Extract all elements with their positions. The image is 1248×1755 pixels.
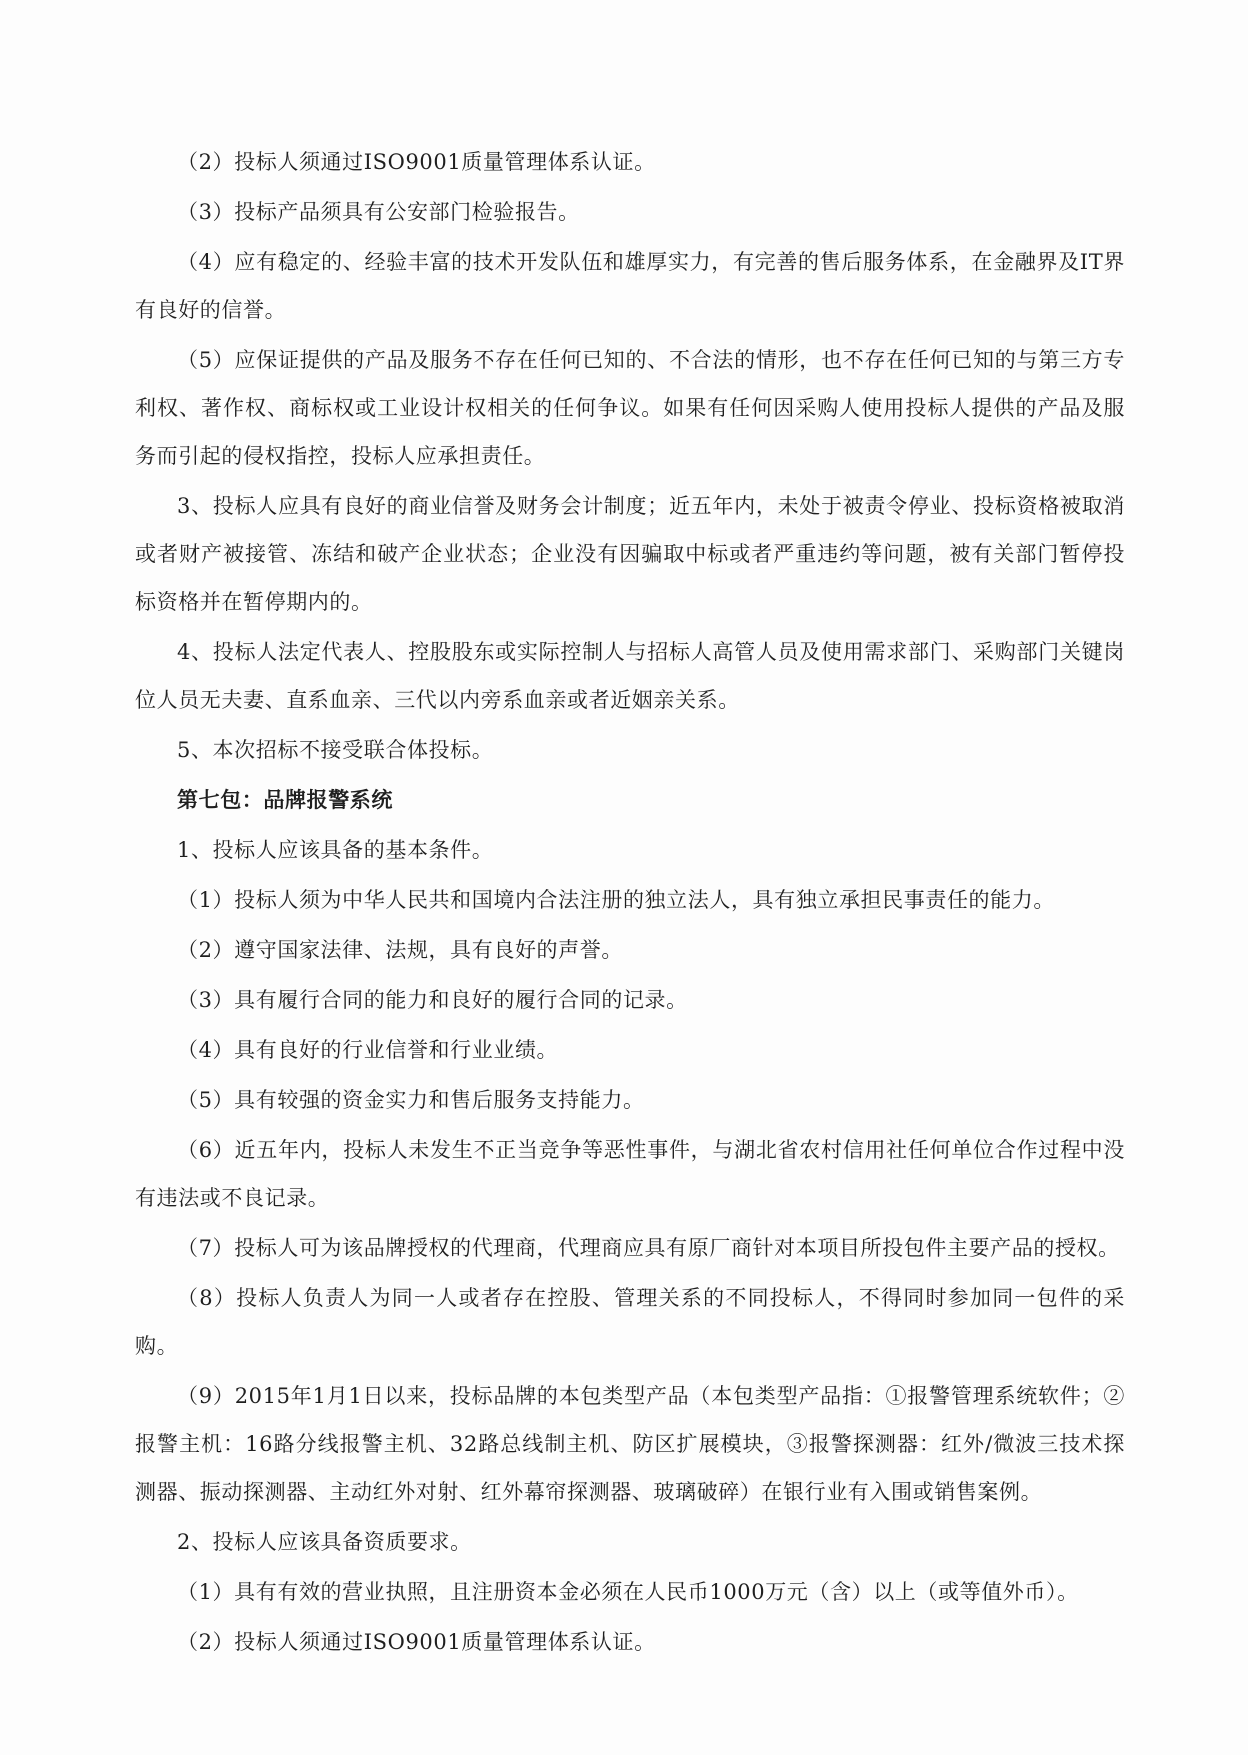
paragraph-no-consortium: 5、本次招标不接受联合体投标。 — [177, 738, 494, 762]
paragraph-basic-conditions: 1、投标人应该具备的基本条件。 — [177, 838, 494, 862]
paragraph-business-license: （1）具有有效的营业执照，且注册资本金必须在人民币1000万元（含）以上（或等值外币）。 — [177, 1580, 1079, 1604]
paragraph-police-inspection-report: （3）投标产品须具有公安部门检验报告。 — [177, 200, 580, 224]
paragraph-qualification-requirements: 2、投标人应该具备资质要求。 — [177, 1530, 472, 1554]
document-body — [135, 138, 1125, 1668]
paragraph-financial-strength: （5）具有较强的资金实力和售后服务支持能力。 — [177, 1088, 645, 1112]
paragraph-contract-ability: （3）具有履行合同的能力和良好的履行合同的记录。 — [177, 988, 688, 1012]
paragraph-independent-legal-entity: （1）投标人须为中华人民共和国境内合法注册的独立法人，具有独立承担民事责任的能力。 — [177, 888, 1055, 912]
section-heading-package-seven: 第七包：品牌报警系统 — [177, 787, 393, 812]
paragraph-authorized-agent: （7）投标人可为该品牌授权的代理商，代理商应具有原厂商针对本项目所投包件主要产品的授权。 — [177, 1236, 1120, 1260]
paragraph-iso-certification: （2）投标人须通过ISO9001质量管理体系认证。 — [177, 150, 656, 174]
paragraph-sales-cases: （9）2015年1月1日以来，投标品牌的本包类型产品（本包类型产品指：①报警管理系统软件；②报警主机：16路分线报警主机、32路总线制主机、防区扩展模块，③报警探测器：红外/微波三技术探测器、振动探测器、主动红外对射、红外幕帘探测器、玻璃破碎）在银行业有入围或销售案例。 — [135, 1384, 1125, 1504]
paragraph-same-principal: （8）投标人负责人为同一人或者存在控股、管理关系的不同投标人，不得同时参加同一包件的采购。 — [135, 1286, 1125, 1358]
paragraph-comply-laws: （2）遵守国家法律、法规，具有良好的声誉。 — [177, 938, 623, 962]
paragraph-no-relationship: 4、投标人法定代表人、控股股东或实际控制人与招标人高管人员及使用需求部门、采购部门关键岗位人员无夫妻、直系血亲、三代以内旁系血亲或者近姻亲关系。 — [135, 640, 1125, 712]
paragraph-business-reputation: 3、投标人应具有良好的商业信誉及财务会计制度；近五年内，未处于被责令停业、投标资格被取消或者财产被接管、冻结和破产企业状态；企业没有因骗取中标或者严重违约等问题，被有关部门暂停投标资格并在暂停期内的。 — [135, 494, 1125, 614]
paragraph-ip-guarantee: （5）应保证提供的产品及服务不存在任何已知的、不合法的情形，也不存在任何已知的与第三方专利权、著作权、商标权或工业设计权相关的任何争议。如果有任何因采购人使用投标人提供的产品及服务而引起的侵权指控，投标人应承担责任。 — [135, 348, 1125, 468]
paragraph-development-team: （4）应有稳定的、经验丰富的技术开发队伍和雄厚实力，有完善的售后服务体系，在金融界及IT界有良好的信誉。 — [135, 250, 1125, 322]
paragraph-no-malicious-events: （6）近五年内，投标人未发生不正当竞争等恶性事件，与湖北省农村信用社任何单位合作过程中没有违法或不良记录。 — [135, 1138, 1125, 1210]
paragraph-industry-reputation: （4）具有良好的行业信誉和行业业绩。 — [177, 1038, 559, 1062]
paragraph-iso-certification-2: （2）投标人须通过ISO9001质量管理体系认证。 — [177, 1630, 656, 1654]
